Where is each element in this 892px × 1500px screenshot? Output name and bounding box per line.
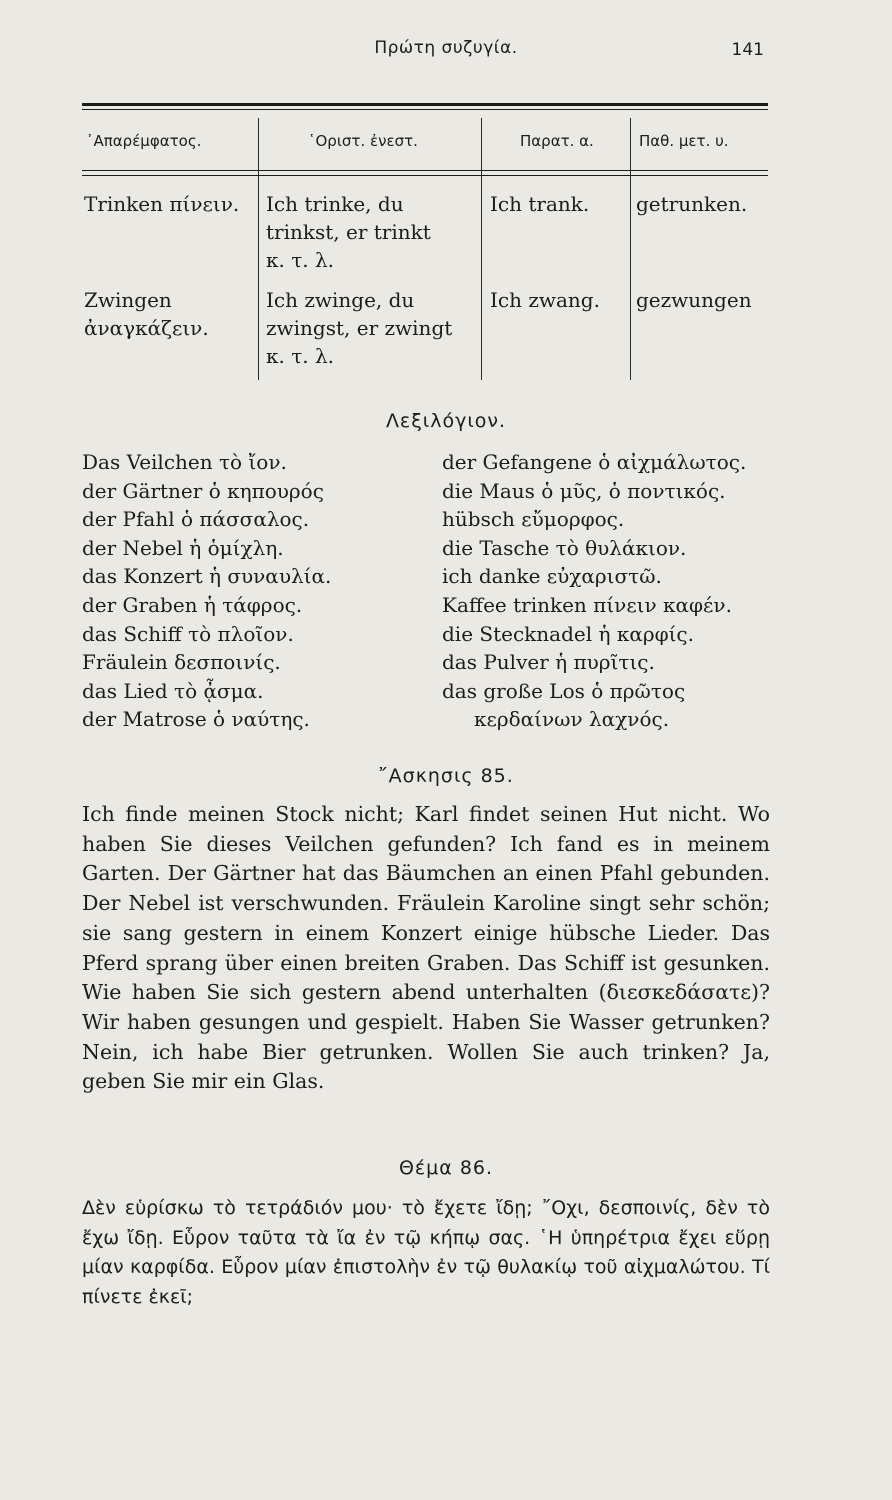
vocabulary-entry: ich danke εὐχαριστῶ. [442, 564, 662, 589]
vocabulary-entry: das Konzert ἡ συναυλία. [82, 564, 332, 589]
vocabulary-left-column [82, 448, 331, 734]
table-header-participle: Παθ. μετ. υ. [639, 132, 729, 150]
vocabulary-entry: das Schiff τὸ πλοῖον. [82, 621, 294, 646]
table-column-divider [258, 118, 259, 380]
vocabulary-entry: hübsch εὔμορφος. [442, 507, 625, 532]
table-row [636, 286, 752, 314]
vocabulary-entry: die Tasche τὸ θυλάκιον. [442, 535, 687, 560]
vocabulary-entry: κερδαίνων λαχνός. [474, 707, 670, 732]
vocabulary-entry: der Pfahl ὁ πάσσαλος. [82, 507, 310, 532]
table-cell-infinitive: Zwingen [84, 288, 172, 312]
running-title: Πρώτη συζυγία. [374, 38, 518, 58]
table-cell-present: zwingst, er zwingt [266, 316, 453, 340]
table-cell-present: Ich trinke, du [266, 192, 404, 216]
table-header-rule-thin [82, 175, 768, 176]
table-cell-infinitive: ἀναγκάζειν. [84, 316, 209, 340]
vocabulary-entry: die Maus ὁ μῦς, ὁ ποντικός. [442, 478, 726, 503]
page-number: 141 [731, 40, 764, 60]
table-cell-present: κ. τ. λ. [266, 248, 335, 272]
table-column-divider [481, 118, 482, 380]
table-cell-present: Ich zwinge, du [266, 288, 415, 312]
vocabulary-entry: Fräulein δεσποινίς. [82, 650, 281, 675]
table-cell-infinitive: Trinken πίνειν. [84, 192, 240, 216]
table-row [490, 286, 600, 314]
table-row [266, 190, 431, 274]
table-row [266, 286, 452, 370]
table-header-rule [82, 170, 768, 171]
vocabulary-right-column [442, 448, 746, 734]
table-cell-imperfect: Ich zwang. [490, 288, 600, 312]
table-cell-participle: gezwungen [636, 288, 752, 312]
vocabulary-entry: Kaffee trinken πίνειν καφέν. [442, 592, 732, 617]
table-cell-present: trinkst, er trinkt [266, 220, 431, 244]
table-row [636, 190, 747, 218]
vocabulary-entry: das große Los ὁ πρῶτος [442, 678, 686, 703]
vocabulary-entry: der Graben ἡ τάφρος. [82, 592, 303, 617]
table-row [84, 190, 239, 218]
exercise-text: Ich finde meinen Stock nicht; Karl findet seinen Hut nicht. Wo haben Sie dieses Veilchen gefunden? Ich fand es in meinem Garten. Der Gärtner hat das Bäumchen an einen Pfahl gebunden. Der Nebel ist verschwunden. Fräulein Karoline singt sehr schön; sie sang gestern in einem Konzert einige hübsche Lieder. Das Pferd sprang über einen breiten Graben. Das Schiff ist gesunken. Wie haben Sie sich gestern abend unterhalten (διεσκεδάσατε)? Wir haben gesungen und gespielt. Haben Sie Wasser getrunken? Nein, ich habe Bier getrunken. Wollen Sie auch trinken? Ja, geben Sie mir ein Glas. [82, 802, 770, 1094]
table-cell-imperfect: Ich trank. [490, 192, 590, 216]
table-cell-present: κ. τ. λ. [266, 344, 335, 368]
table-row [490, 190, 589, 218]
vocabulary-entry: der Matrose ὁ ναύτης. [82, 707, 310, 732]
vocabulary-title: Λεξιλόγιον. [385, 410, 507, 432]
table-header-imperfect: Παρατ. α. [520, 132, 594, 150]
table-cell-participle: getrunken. [636, 192, 748, 216]
table-header-infinitive: ᾽Απαρέμφατος. [86, 132, 202, 150]
vocabulary-entry: der Nebel ἡ ὁμίχλη. [82, 535, 284, 560]
vocabulary-entry: das Pulver ἡ πυρῖτις. [442, 650, 655, 675]
table-header-present: ῾Οριστ. ἐνεστ. [308, 132, 418, 150]
vocabulary-entry: Das Veilchen τὸ ἴον. [82, 450, 287, 474]
table-column-divider [630, 118, 631, 380]
vocabulary-entry: der Gärtner ὁ κηπουρός [82, 478, 324, 503]
table-top-rule [82, 103, 768, 106]
vocabulary-entry: das Lied τὸ ᾆσμα. [82, 678, 264, 703]
vocabulary-entry: die Stecknadel ἡ καρφίς. [442, 621, 694, 646]
theme-title: Θέμα 86. [398, 1157, 494, 1179]
theme-text: Δὲν εὑρίσκω τὸ τετράδιόν μου· τὸ ἔχετε ἴδῃ; ῎Οχι, δεσποινίς, δὲν τὸ ἔχω ἴδῃ. Εὗρον ταῦτα τὰ ἴα ἐν τῷ κήπῳ σας. ῾Η ὑπηρέτρια ἔχει εὕρῃ μίαν καρφίδα. Εὗρον μίαν ἐπιστολὴν ἐν τῷ θυλακίῳ τοῦ αἰχμαλώτου. Τί πίνετε ἐκεῖ; [82, 1197, 770, 1308]
table-row [84, 286, 209, 342]
vocabulary-entry: der Gefangene ὁ αἰχμάλωτος. [442, 450, 747, 474]
table-top-rule-thin [82, 109, 768, 110]
exercise-title: ῎Ασκησις 85. [378, 765, 514, 787]
